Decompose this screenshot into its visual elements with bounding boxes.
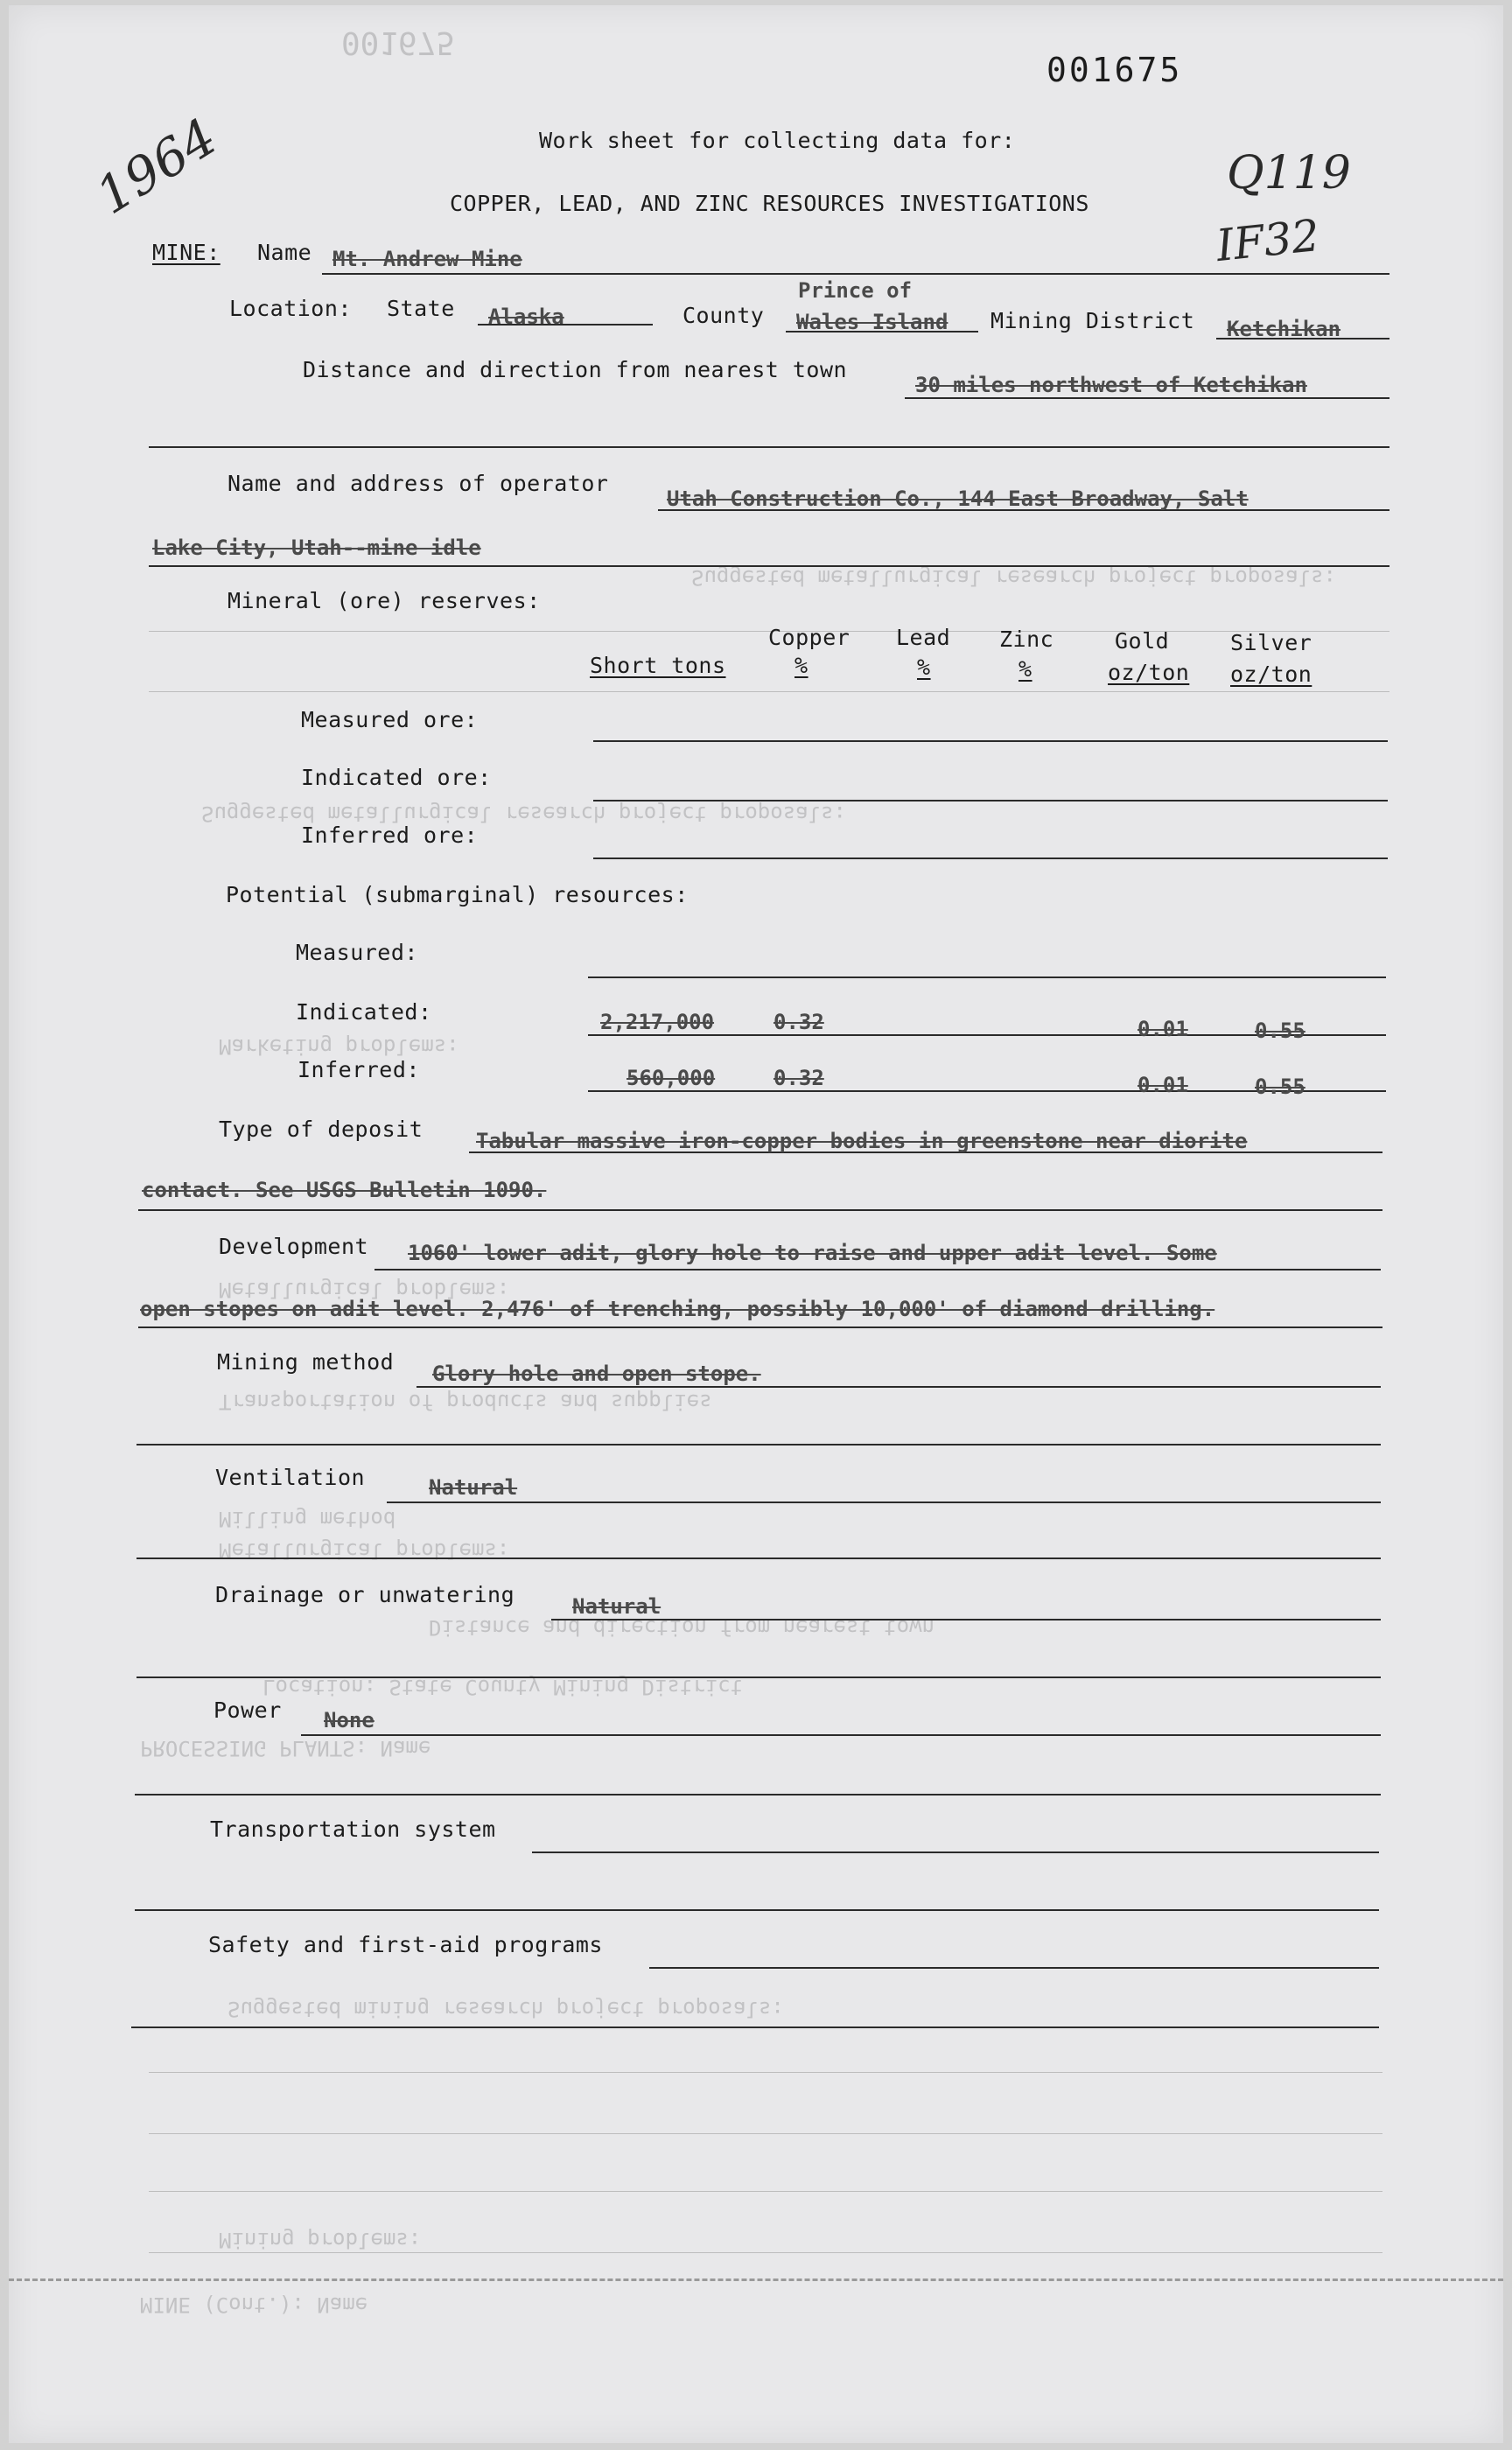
measured-ore-line [593,740,1388,742]
location-label: Location: [229,296,352,321]
county-value-line2: Wales Island [796,310,948,334]
indicated-ore-line [593,800,1388,802]
power-label: Power [214,1698,282,1723]
column-header-copper: Copper [768,625,850,650]
mine-section-label: MINE: [152,240,220,265]
distance-label: Distance and direction from nearest town [303,357,848,382]
mining-district-value: Ketchikan [1227,317,1341,341]
operator-label: Name and address of operator [228,471,609,496]
ventilation-value: Natural [429,1475,518,1500]
ghost-text: Mining problems: [219,2228,422,2252]
perforation-line [9,2278,1503,2281]
blank-line [135,1794,1381,1796]
faint-rule [149,2072,1382,2073]
operator-value-line2: Lake City, Utah--mine idle [152,536,481,560]
ghost-text: Distance and direction from nearest town [429,1615,934,1640]
indicated-silver: 0.55 [1255,1018,1306,1043]
mining-method-value: Glory hole and open stope. [432,1362,761,1386]
deposit-type-label: Type of deposit [219,1116,424,1142]
county-label: County [682,303,765,328]
handwritten-year: 1964 [86,107,228,226]
ghost-text: Suggested metallurgical research project proposals: [201,802,846,826]
column-unit-gold: oz/ton [1108,660,1190,685]
deposit-field-line-2 [138,1209,1382,1211]
potential-indicated-label: Indicated: [296,999,432,1025]
inferred-ore-line [593,858,1388,859]
development-label: Development [219,1234,369,1259]
column-header-short-tons: Short tons [590,653,726,678]
ghost-text: Transportation of products and supplies [219,1390,712,1414]
name-field-line [322,273,1390,275]
potential-measured-line [588,976,1386,978]
ghost-text: Metallurgical problems: [219,1278,510,1302]
inferred-gold: 0.01 [1138,1073,1188,1097]
drainage-field-line [551,1619,1381,1620]
indicated-tons: 2,217,000 [600,1010,715,1034]
operator-field-line-2 [149,565,1390,567]
blank-line [136,1676,1381,1678]
faint-rule [149,2252,1382,2253]
transportation-label: Transportation system [210,1816,496,1842]
ghost-text: Metallurgical problems: [219,1538,510,1563]
ghost-text: PROCESSING PLANTS: Name [140,1736,431,1760]
ventilation-field-line [387,1502,1381,1503]
faint-rule [149,2191,1382,2192]
column-unit-zinc: % [1018,656,1032,682]
development-value-line2: open stopes on adit level. 2,476' of trenching, possibly 10,000' of diamond drilling. [140,1297,1215,1321]
development-field-line [374,1269,1381,1270]
ghost-text: Milling method [219,1507,396,1531]
operator-value-line1: Utah Construction Co., 144 East Broadway, Salt [667,486,1249,511]
power-field-line [301,1734,1381,1736]
blank-line [131,2026,1379,2028]
handwritten-reference-2: IF32 [1214,209,1322,272]
blank-line [136,1558,1381,1559]
county-value-line1: Prince of [798,278,913,303]
power-value: None [324,1708,374,1732]
potential-measured-label: Measured: [296,940,418,965]
development-value-line1: 1060' lower adit, glory hole to raise and upper adit level. Some [408,1241,1217,1265]
column-header-silver: Silver [1230,630,1312,655]
indicated-ore-label: Indicated ore: [301,765,492,790]
state-value: Alaska [488,304,564,329]
blank-line [136,1444,1381,1446]
handwritten-reference-1: Q119 [1227,147,1351,200]
potential-inferred-label: Inferred: [298,1057,420,1082]
inferred-silver: 0.55 [1255,1074,1306,1099]
blank-line [135,1909,1379,1911]
safety-programs-label: Safety and first-aid programs [208,1932,603,1957]
column-header-gold: Gold [1115,628,1170,654]
transportation-field-line [532,1852,1379,1853]
column-unit-copper: % [794,653,808,678]
ghost-text: Marketing problems: [219,1034,459,1059]
mining-district-label: Mining District [990,308,1195,333]
mine-name-value: Mt. Andrew Mine [332,247,522,271]
ghost-text: Suggested metallurgical research project proposals: [691,565,1336,590]
column-unit-silver: oz/ton [1230,662,1312,687]
safety-field-line [649,1967,1379,1969]
faint-rule [149,2133,1382,2134]
indicated-copper: 0.32 [774,1010,824,1034]
worksheet-page [9,5,1503,2443]
mineral-reserves-label: Mineral (ore) reserves: [228,588,541,613]
ventilation-label: Ventilation [215,1465,366,1490]
ghost-text: MINE (Cont.): Name [140,2292,368,2317]
faint-rule [149,691,1390,692]
measured-ore-label: Measured ore: [301,707,479,732]
mining-method-label: Mining method [217,1349,395,1375]
development-field-line-2 [138,1326,1382,1328]
document-number: 001675 [1046,51,1183,89]
state-label: State [387,296,455,321]
drainage-value: Natural [572,1594,662,1619]
distance-value: 30 miles northwest of Ketchikan [915,373,1307,397]
blank-line [149,446,1390,448]
ghost-doc-number: 001675 [341,24,456,60]
indicated-gold: 0.01 [1138,1017,1188,1041]
ghost-text: Location: State County Mining District [262,1675,744,1699]
potential-resources-label: Potential (submarginal) resources: [226,882,689,907]
deposit-type-value-line2: contact. See USGS Bulletin 1090. [142,1178,547,1202]
deposit-type-value-line1: Tabular massive iron-copper bodies in greenstone near diorite [476,1129,1248,1153]
ghost-text: Suggested mining research project proposals: [228,1997,784,2021]
column-unit-lead: % [917,654,931,680]
inferred-tons: 560,000 [626,1066,716,1090]
inferred-copper: 0.32 [774,1066,824,1090]
column-header-lead: Lead [896,625,951,650]
name-label: Name [257,240,312,265]
mining-method-field-line [416,1386,1381,1388]
column-header-zinc: Zinc [999,626,1054,652]
distance-field-line [905,397,1390,399]
drainage-label: Drainage or unwatering [215,1582,515,1607]
worksheet-title: Work sheet for collecting data for: [539,128,1016,153]
worksheet-subtitle: COPPER, LEAD, AND ZINC RESOURCES INVESTIGATIONS [450,191,1089,216]
inferred-ore-label: Inferred ore: [301,822,479,848]
